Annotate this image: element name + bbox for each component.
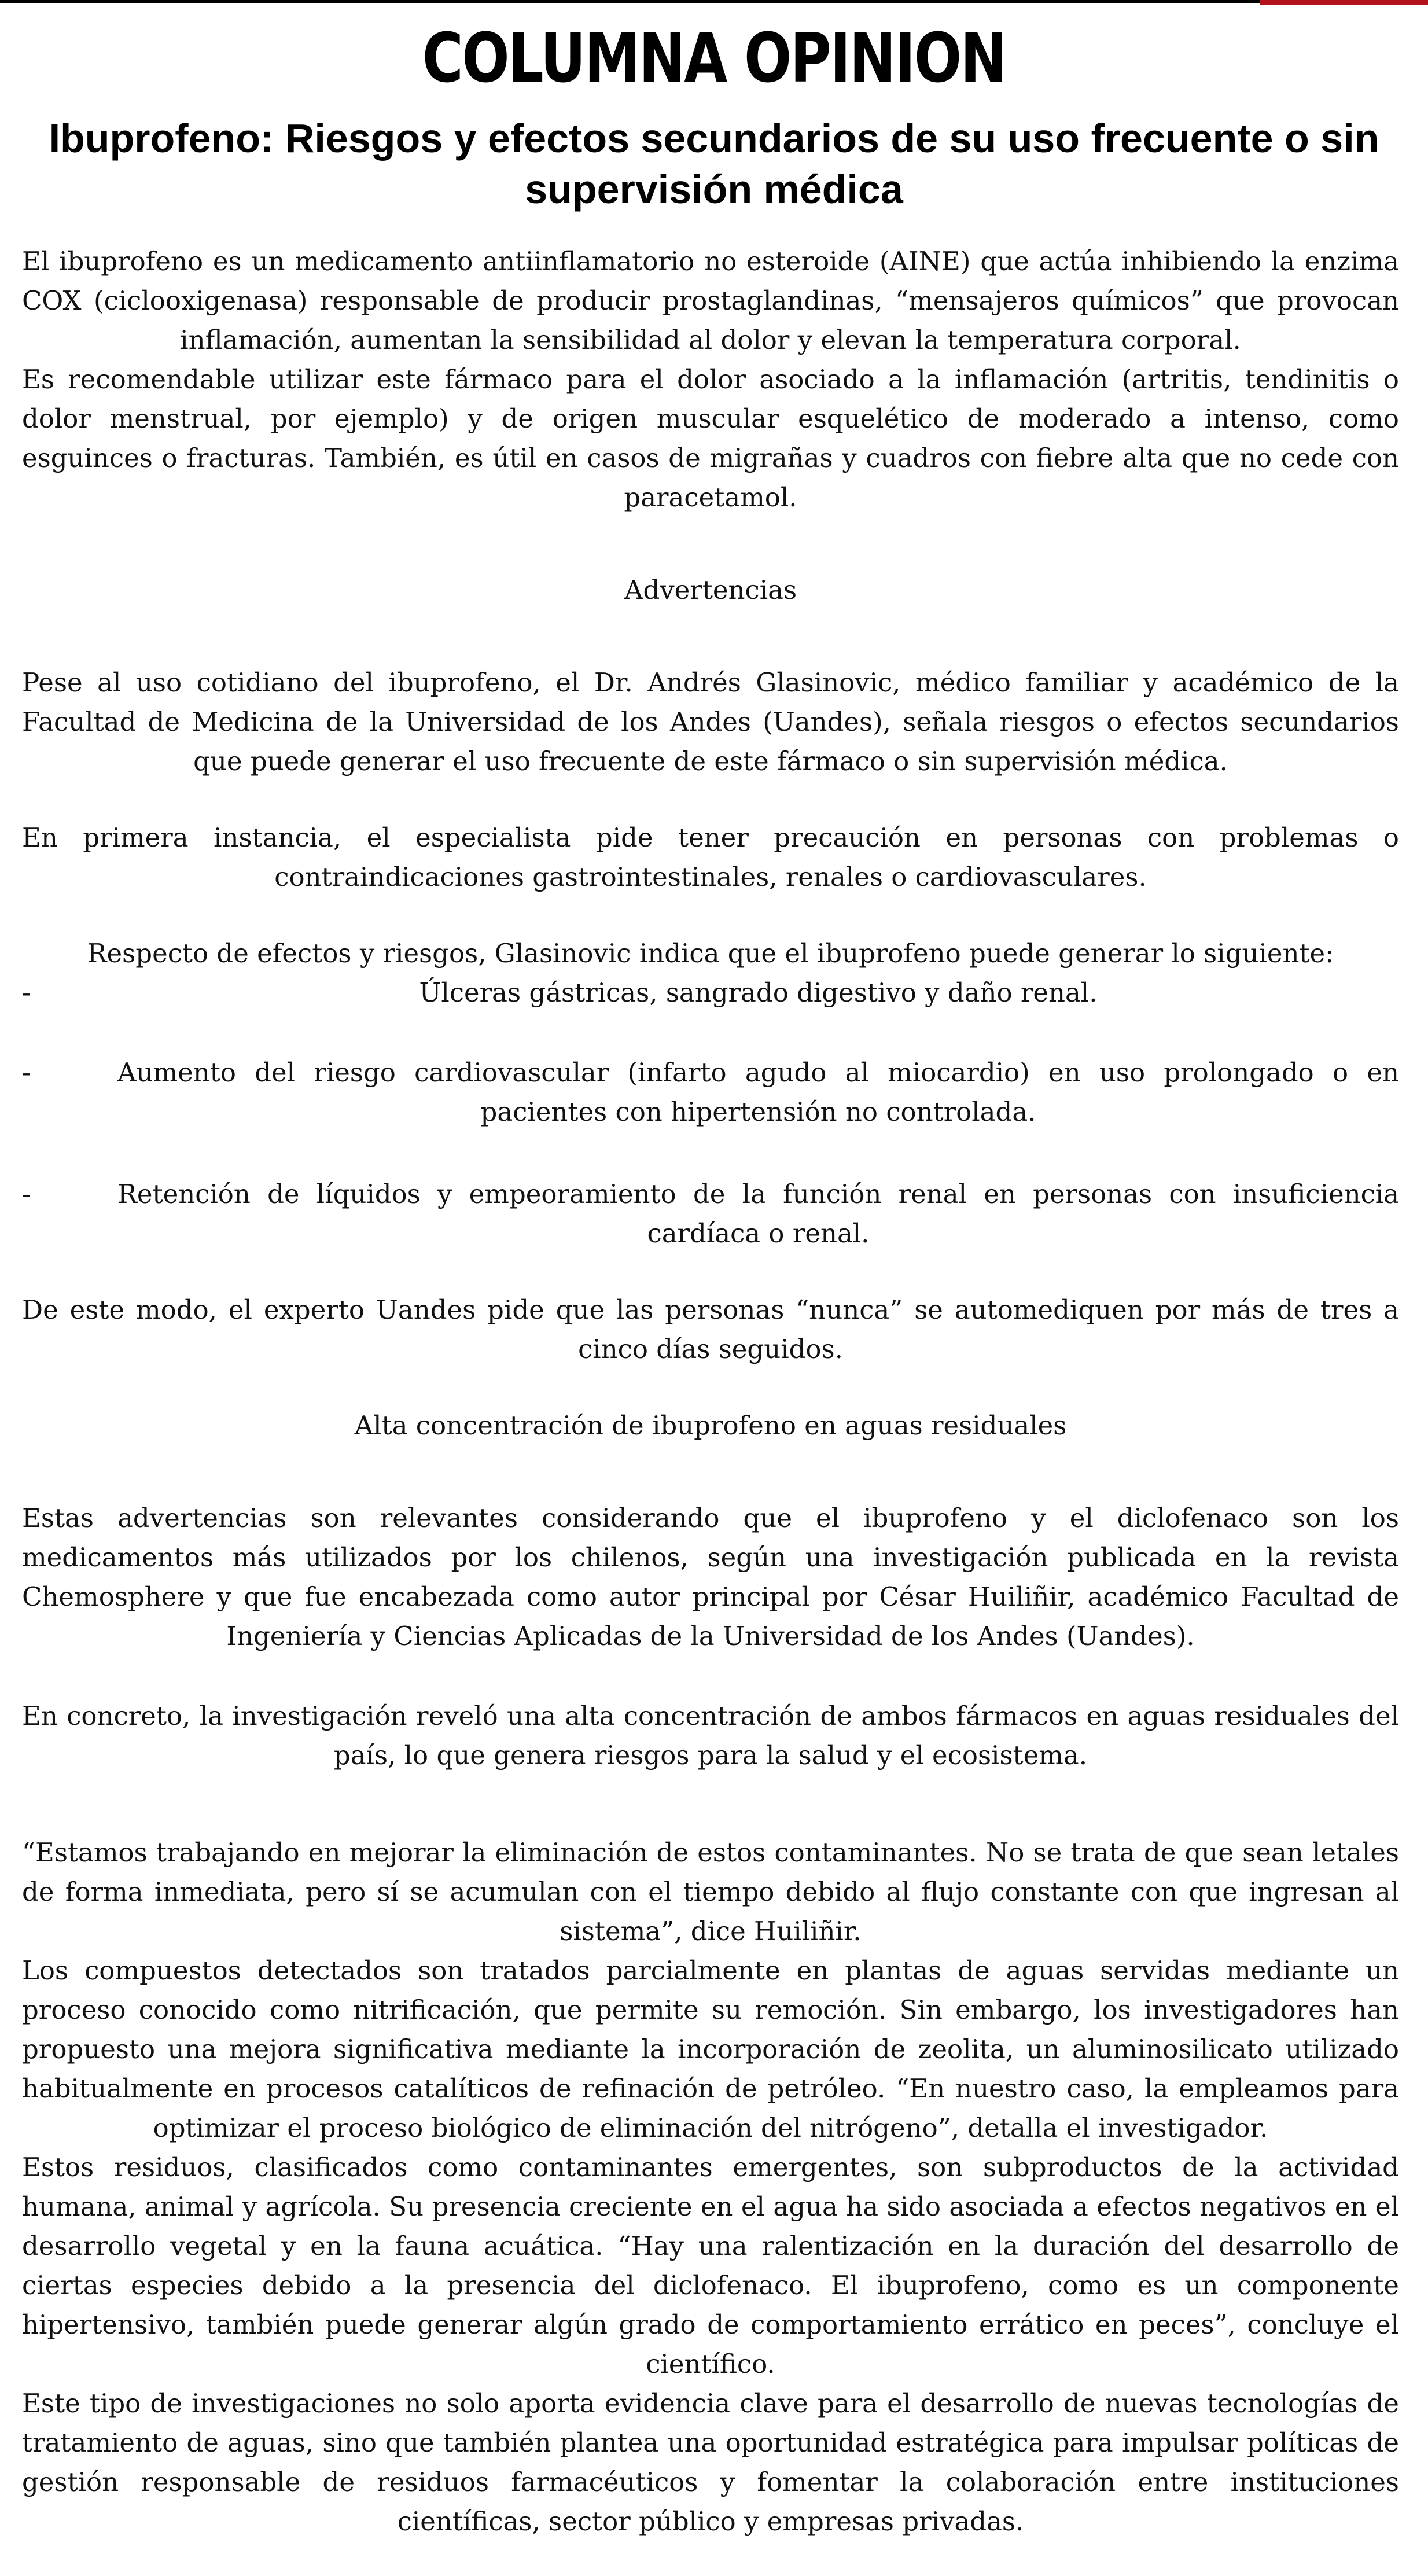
list-intro: Respecto de efectos y riesgos, Glasinovic indica que el ibuprofeno puede generar lo siguiente: [87, 938, 1334, 969]
bullet-dash: - [22, 977, 31, 1008]
list-item [22, 1053, 1399, 1132]
list-item-text: Retención de líquidos y empeoramiento de la función renal en personas con insuficiencia cardíaca o renal. [117, 1179, 1399, 1249]
corner-tab [1260, 0, 1428, 5]
paragraph-water-1: Estas advertencias son relevantes considerando que el ibuprofeno y el diclofenaco son los medicamentos más utilizados por los chilenos, según una investigación publicada en la revista Chemosphere y que fue encabezada como autor principal por César Huiliñir, académico Facultad de Ingeniería y Ciencias Aplicadas de la Universidad de los Andes (Uandes). [22, 1503, 1399, 1651]
paragraph-warn-3: De este modo, el experto Uandes pide que las personas “nunca” se automediquen por más de tres a cinco días seguidos. [22, 1294, 1399, 1364]
article-body [22, 242, 1399, 2541]
paragraph-water-2: En concreto, la investigación reveló una alta concentración de ambos fármacos en aguas residuales del país, lo que genera riesgos para la salud y el ecosistema. [22, 1701, 1399, 1771]
top-rule [0, 0, 1428, 3]
list-item [22, 973, 1399, 1013]
paragraph-warn-1: Pese al uso cotidiano del ibuprofeno, el Dr. Andrés Glasinovic, médico familiar y académico de la Facultad de Medicina de la Universidad de los Andes (Uandes), señala riesgos o efectos secundarios que puede generar el uso frecuente de este fármaco o sin supervisión médica. [22, 667, 1399, 777]
article-headline: Ibuprofeno: Riesgos y efectos secundarios de su uso frecuente o sin supervisión médica [49, 116, 1379, 212]
list-item [22, 1175, 1399, 1253]
paragraph-warn-2: En primera instancia, el especialista pide tener precaución en personas con problemas o contraindicaciones gastrointestinales, renales o cardiovasculares. [22, 822, 1399, 892]
paragraph-water-5: Estos residuos, clasificados como contaminantes emergentes, son subproductos de la actividad humana, animal y agrícola. Su presencia creciente en el agua ha sido asociada a efectos negativos en el desarrollo vegetal y en la fauna acuática. “Hay una ralentización en la duración del desarrollo de ciertas especies debido a la presencia del diclofenaco. El ibuprofeno, como es un componente hipertensivo, también puede generar algún grado de comportamiento errático en peces”, concluye el científico. [22, 2152, 1399, 2379]
paragraph-water-4: Los compuestos detectados son tratados parcialmente en plantas de aguas servidas mediante un proceso conocido como nitrificación, que permite su remoción. Sin embargo, los investigadores han propuesto una mejora significativa mediante la incorporación de zeolita, un aluminosilicato utilizado habitualmente en procesos catalíticos de refinación de petróleo. “En nuestro caso, la empleamos para optimizar el proceso biológico de eliminación del nitrógeno”, detalla el investigador. [22, 1955, 1399, 2143]
paragraph-water-6: Este tipo de investigaciones no solo aporta evidencia clave para el desarrollo de nuevas tecnologías de tratamiento de aguas, sino que también plantea una oportunidad estratégica para impulsar políticas de gestión responsable de residuos farmacéuticos y fomentar la colaboración entre instituciones científicas, sector público y empresas privadas. [22, 2388, 1399, 2537]
subheading-aguas-residuales: Alta concentración de ibuprofeno en aguas residuales [354, 1410, 1067, 1441]
bullet-dash: - [22, 1057, 31, 1088]
paragraph-water-3: “Estamos trabajando en mejorar la eliminación de estos contaminantes. No se trata de que sean letales de forma inmediata, pero sí se acumulan con el tiempo debido al flujo constante con que ingresan al sistema”, dice Huiliñir. [22, 1837, 1399, 1946]
bullet-dash: - [22, 1179, 31, 1209]
paragraph-intro-1: El ibuprofeno es un medicamento antiinflamatorio no esteroide (AINE) que actúa inhibiendo la enzima COX (ciclooxigenasa) responsable de producir prostaglandinas, “mensajeros químicos” que provocan inflamación, aumentan la sensibilidad al dolor y elevan la temperatura corporal. [22, 246, 1399, 355]
section-title: COLUMNA OPINION [422, 18, 1006, 98]
subheading-advertencias: Advertencias [624, 575, 797, 605]
list-item-text: Úlceras gástricas, sangrado digestivo y daño renal. [419, 977, 1098, 1008]
paragraph-intro-2: Es recomendable utilizar este fármaco para el dolor asociado a la inflamación (artritis, tendinitis o dolor menstrual, por ejemplo) y de origen muscular esquelético de moderado a intenso, como esguinces o fracturas. También, es útil en casos de migrañas y cuadros con fiebre alta que no cede con paracetamol. [22, 364, 1399, 513]
list-item-text: Aumento del riesgo cardiovascular (infarto agudo al miocardio) en uso prolongado o en pacientes con hipertensión no controlada. [117, 1057, 1399, 1127]
